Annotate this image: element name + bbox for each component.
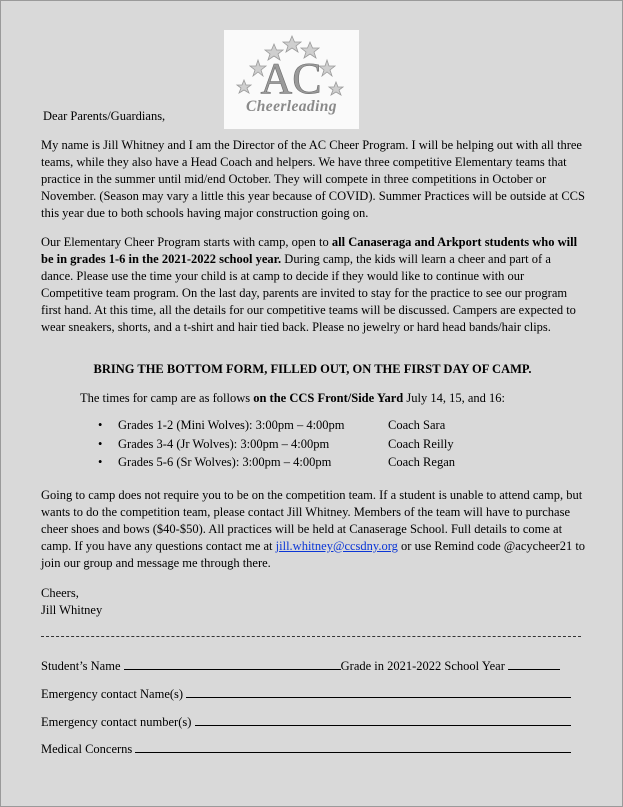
- camp-paragraph: [41, 234, 586, 335]
- competition-paragraph: [41, 487, 586, 572]
- grade-label: Grade in 2021-2022 School Year: [340, 659, 508, 673]
- grade-field[interactable]: [508, 657, 560, 670]
- competition-paragraph-remind: or use Remind code @acycheer21 to join our group and message me through there.: [41, 538, 586, 570]
- signoff-closing: Cheers,: [41, 586, 79, 600]
- contact-email-link[interactable]: jill.whitney@ccsdny.org: [275, 538, 398, 553]
- medical-concerns-label: Medical Concerns: [41, 742, 136, 756]
- student-name-label: Student’s Name: [41, 659, 124, 673]
- schedule-coach: Coach Regan: [388, 455, 455, 470]
- logo-letters: AC: [260, 54, 322, 103]
- schedule-group: Grades 3-4 (Jr Wolves): 3:00pm – 4:00pm: [118, 436, 330, 451]
- schedule-coach: Coach Reilly: [388, 436, 454, 451]
- emergency-name-row: [41, 685, 571, 702]
- emergency-name-label: Emergency contact Name(s): [41, 687, 187, 701]
- cut-line-divider: [41, 636, 581, 637]
- bullet-icon: •: [98, 455, 103, 470]
- camp-location: on the CCS Front/Side Yard: [253, 391, 404, 405]
- camp-times-line: [80, 391, 505, 406]
- schedule-group: Grades 1-2 (Mini Wolves): 3:00pm – 4:00pm: [118, 418, 345, 432]
- emergency-number-label: Emergency contact number(s): [41, 715, 195, 729]
- emergency-number-row: [41, 713, 571, 730]
- ac-cheerleading-logo: [224, 30, 359, 129]
- signoff: [41, 585, 102, 619]
- form-reminder-heading: BRING THE BOTTOM FORM, FILLED OUT, ON THE FIRST DAY OF CAMP.: [93, 362, 532, 376]
- schedule-coach: Coach Sara: [388, 418, 446, 432]
- emergency-name-field[interactable]: [186, 685, 571, 698]
- schedule-group: Grades 5-6 (Sr Wolves): 3:00pm – 4:00pm: [118, 455, 332, 470]
- intro-paragraph: My name is Jill Whitney and I am the Director of the AC Cheer Program. I will be helping out with all three teams, while they also have a Head Coach and helpers. We have three competitive Elementary teams that practice in the summer until mid/end October. They will compete in three competitions in October or November. (Season may vary a little this year because of COVID). Summer Practices will be outside at CCS this year due to both schools having major construction going on.: [41, 138, 585, 220]
- emergency-number-field[interactable]: [195, 713, 571, 726]
- camp-times-intro: The times for camp are as follows: [80, 391, 254, 405]
- signoff-name: Jill Whitney: [41, 602, 103, 617]
- camp-dates: July 14, 15, and 16:: [403, 391, 505, 405]
- camp-paragraph-details: During camp, the kids will learn a cheer and part of a dance. Please use the time your child is at camp to decide if they would like to continue with our Competitive team program. On the last day, parents are invited to stay for the practice to see our program first hand. At this time, all the details for our competitive teams will be discussed. Campers are expected to wear sneakers, shorts, and a t-shirt and hair tied back. Please no jewelry or hard head bands/hair clips.: [41, 251, 576, 334]
- salutation: Dear Parents/Guardians,: [43, 109, 166, 123]
- logo-wordmark: Cheerleading: [246, 98, 337, 115]
- camp-paragraph-eligibility: all Canaseraga and Arkport students who will be in grades 1-6 in the 2021-2022 school year.: [41, 235, 578, 266]
- student-name-row: [41, 657, 560, 674]
- bullet-icon: •: [98, 418, 103, 432]
- medical-concerns-field[interactable]: [135, 740, 571, 753]
- student-name-field[interactable]: [124, 657, 341, 670]
- medical-concerns-row: [41, 740, 571, 757]
- camp-paragraph-intro: Our Elementary Cheer Program starts with camp, open to: [41, 235, 332, 249]
- competition-paragraph-text: Going to camp does not require you to be on the competition team. If a student is unable to attend camp, but wants to do the competition team, please contact Jill Whitney. Members of the team will have to purchase cheer shoes and bows ($40-$50). All practices will be held at Canaserage School. Full details to come at camp. If you have any questions contact me at: [41, 488, 583, 553]
- bullet-icon: •: [98, 436, 103, 451]
